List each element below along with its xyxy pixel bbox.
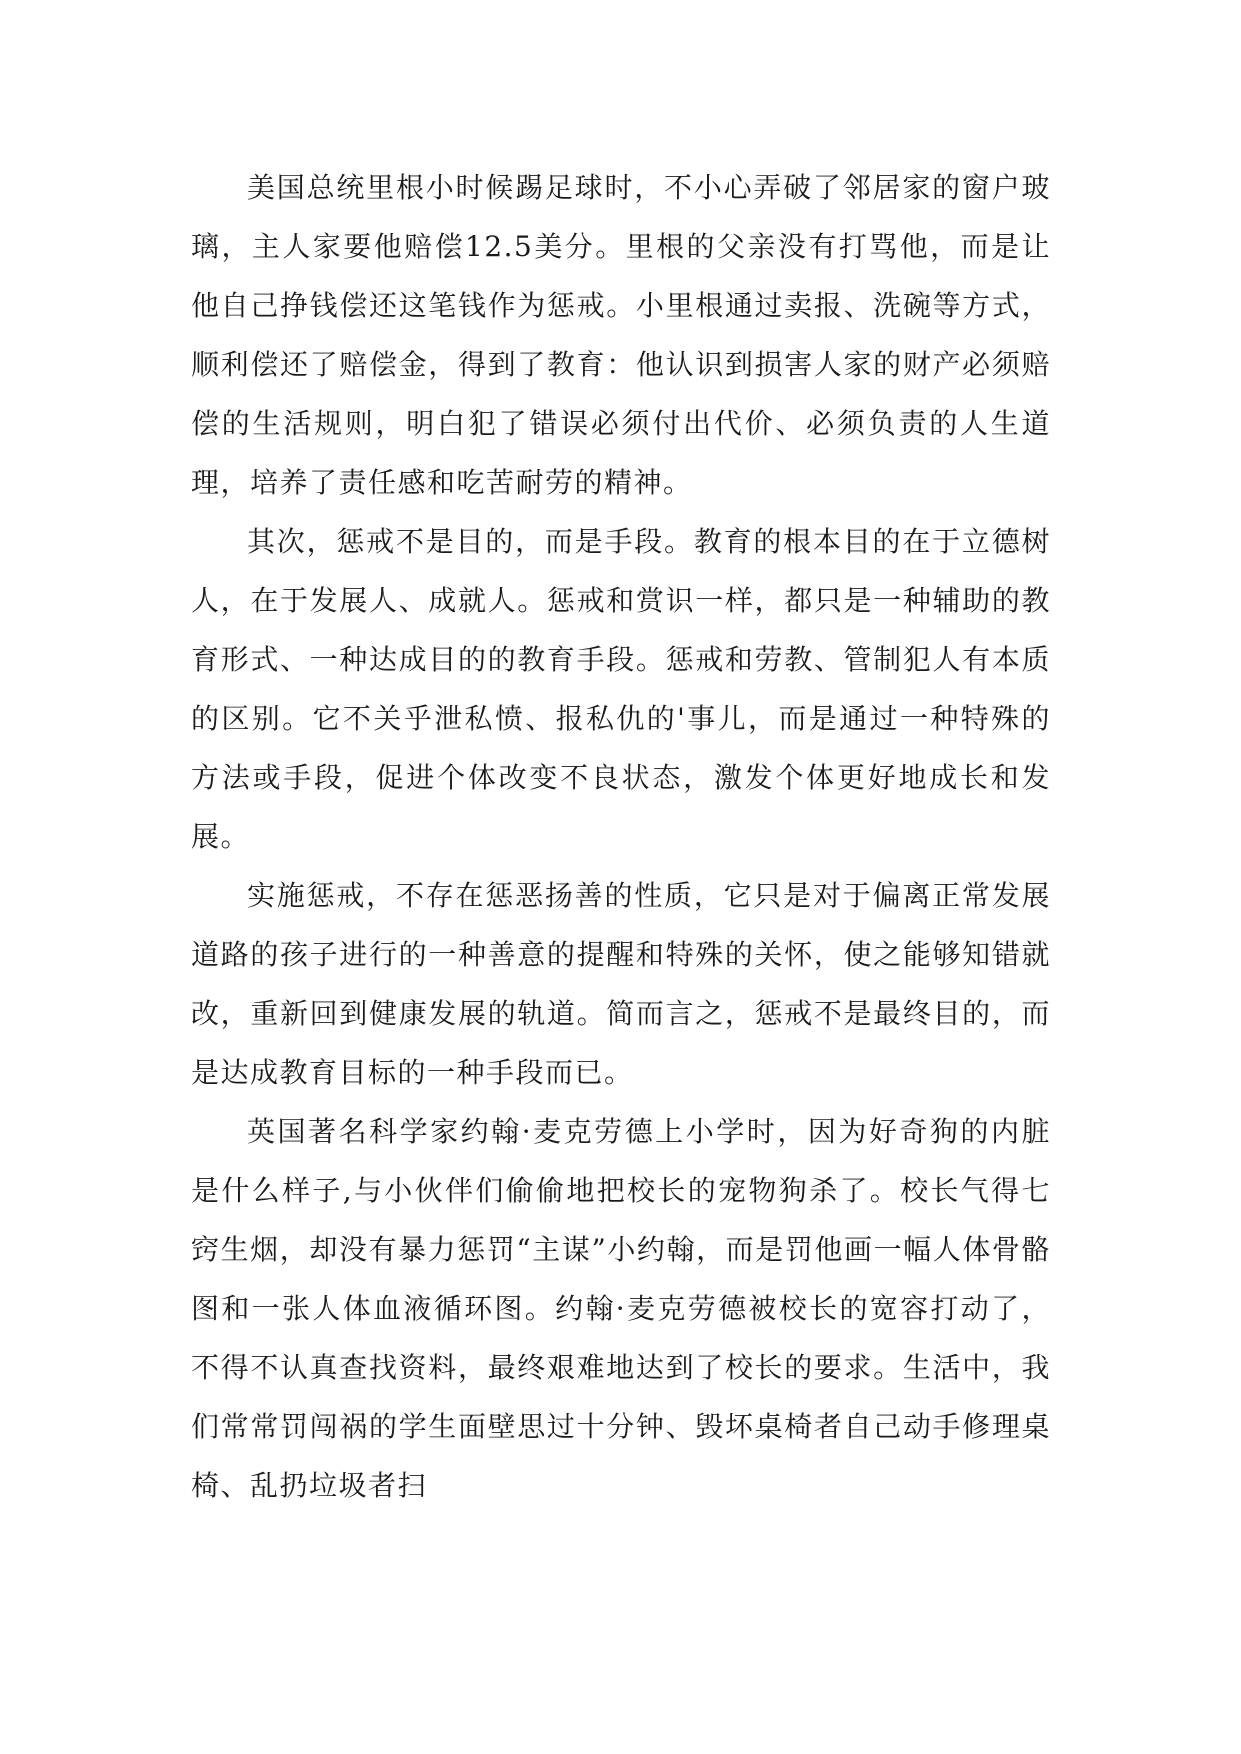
paragraph-reagan-story: 美国总统里根小时候踢足球时，不小心弄破了邻居家的窗户玻璃，主人家要他赔偿12.5美分。里根的父亲没有打骂他，而是让他自己挣钱偿还这笔钱作为惩戒。小里根通过卖报、洗碗等方式，顺利偿还了赔偿金，得到了教育：他认识到损害人家的财产必须赔偿的生活规则，明白犯了错误必须付出代价、必须负责的人生道理，培养了责任感和吃苦耐劳的精神。 [191,171,1051,499]
paragraph-macleod-story: 英国著名科学家约翰·麦克劳德上小学时，因为好奇狗的内脏是什么样子,与小伙伴们偷偷地把校长的宠物狗杀了。校长气得七窍生烟，却没有暴力惩罚“主谋”小约翰，而是罚他画一幅人体骨骼图和一张人体血液循环图。约翰·麦克劳德被校长的宽容打动了，不得不认真查找资料，最终艰难地达到了校长的要求。生活中，我们常常罚闯祸的学生面壁思过十分钟、毁坏桌椅者自己动手修理桌椅、乱扔垃圾者扫 [191,1115,1051,1502]
paragraph-punishment-is-means: 其次，惩戒不是目的，而是手段。教育的根本目的在于立德树人，在于发展人、成就人。惩戒和赏识一样，都只是一种辅助的教育形式、一种达成目的的教育手段。惩戒和劳教、管制犯人有本质的区别。它不关乎泄私愤、报私仇的'事儿，而是通过一种特殊的方法或手段，促进个体改变不良状态，激发个体更好地成长和发展。 [191,525,1051,853]
paragraph-punishment-nature: 实施惩戒，不存在惩恶扬善的性质，它只是对于偏离正常发展道路的孩子进行的一种善意的提醒和特殊的关怀，使之能够知错就改，重新回到健康发展的轨道。简而言之，惩戒不是最终目的，而是达成教育目标的一种手段而已。 [191,879,1051,1089]
document-body [191,158,1051,1515]
